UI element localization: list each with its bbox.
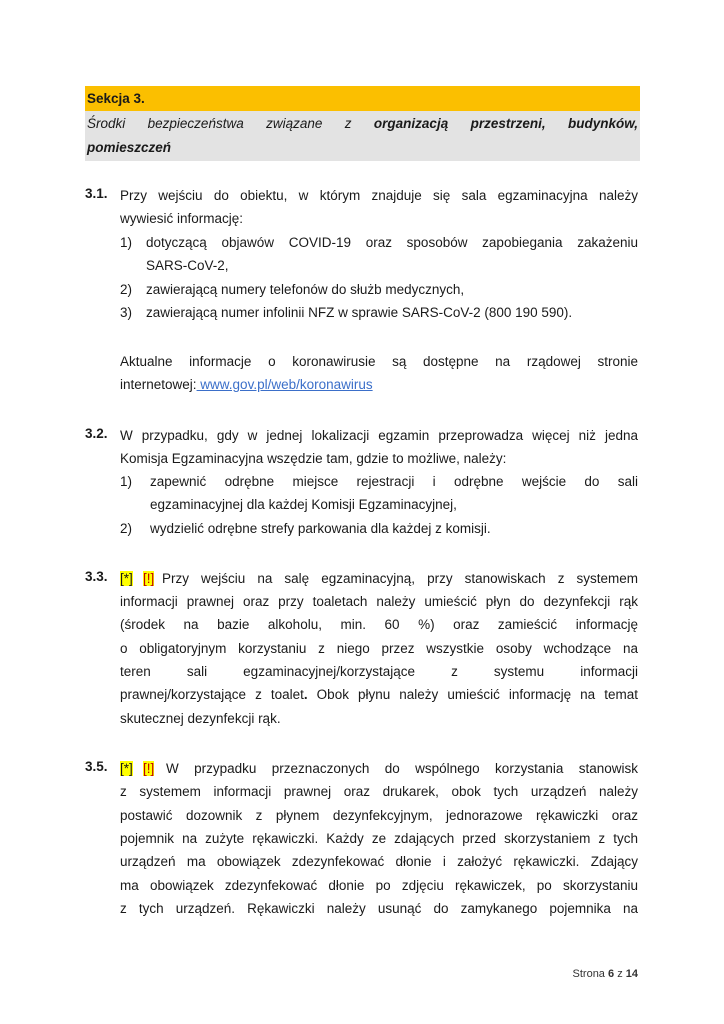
p35-line-5: urządzeń ma obowiązek zdezynfekować dłonie i założyć rękawiczki. Zdający xyxy=(120,854,638,869)
tag-exclaim: [!] xyxy=(143,571,155,586)
p31-item-1-number: 1) xyxy=(120,235,133,250)
p33-line-4: o obligatoryjnym korzystaniu z niego przez wszystkie osoby wchodzące na xyxy=(120,641,638,656)
section-header xyxy=(85,86,640,111)
p35-line-4: pojemnik na zużyte rękawiczki. Każdy ze zdających przed skorzystaniem z tych xyxy=(120,831,638,846)
p31-line-2: wywiesić informację: xyxy=(120,211,244,226)
p31-item-3-number: 3) xyxy=(120,305,133,320)
p35-line-2: z systemem informacji prawnej oraz drukarek, obok tych urządzeń należy xyxy=(120,784,638,799)
p32-line-1: W przypadku, gdy w jednej lokalizacji egzamin przeprowadza więcej niż jedna xyxy=(120,428,638,443)
section-subtitle-line2: pomieszczeń xyxy=(87,140,172,155)
p32-item-1-line-2: egzaminacyjnej dla każdej Komisji Egzaminacyjnej, xyxy=(150,497,457,512)
section-subtitle-line1 xyxy=(87,113,638,135)
paragraph-number-3-1: 3.1. xyxy=(85,186,108,201)
footer-page-number: 6 xyxy=(608,968,615,980)
page-footer xyxy=(573,968,638,980)
p33-line-2: informacji prawnej oraz przy toaletach należy umieścić płyn do dezynfekcji rąk xyxy=(120,594,638,609)
paragraph-number-3-5: 3.5. xyxy=(85,759,108,774)
p35-line-7: z tych urządzeń. Rękawiczki należy usunąć do zamykanego pojemnika na xyxy=(120,901,638,916)
p33-tag-exclaim xyxy=(143,569,154,589)
footer-label: Strona xyxy=(572,968,605,980)
section-title: Sekcja 3. xyxy=(87,91,145,106)
paragraph-number-3-2: 3.2. xyxy=(85,426,108,441)
info-label: internetowej: xyxy=(120,377,197,392)
p31-item-3: zawierającą numer infolinii NFZ w sprawie SARS-CoV-2 (800 190 590). xyxy=(146,305,573,320)
p35-line-1: W przypadku przeznaczonych do wspólnego korzystania stanowisk xyxy=(166,761,638,776)
tag-star: [*] xyxy=(120,761,133,776)
p31-info-line-2 xyxy=(120,375,373,395)
koronawirus-link[interactable]: www.gov.pl/web/koronawirus xyxy=(196,377,373,392)
p32-item-1-number: 1) xyxy=(120,474,133,489)
p31-item-1-line-1: dotyczącą objawów COVID-19 oraz sposobów zapobiegania zakażeniu xyxy=(146,235,638,250)
p33-line-6-dot: . xyxy=(303,687,308,702)
p31-item-1-line-2: SARS-CoV-2, xyxy=(146,258,229,273)
p32-item-1-line-1: zapewnić odrębne miejsce rejestracji i odrębne wejście do sali xyxy=(150,474,638,489)
subtitle-bold-text: organizacją przestrzeni, budynków, xyxy=(373,116,638,131)
p31-item-2-number: 2) xyxy=(120,282,133,297)
p33-line-6-text-a: prawnej/korzystające z toalet xyxy=(120,687,304,702)
p32-item-2: wydzielić odrębne strefy parkowania dla każdej z komisji. xyxy=(150,521,491,536)
footer-of: z xyxy=(617,968,623,980)
tag-star: [*] xyxy=(120,571,133,586)
p31-line-1: Przy wejściu do obiektu, w którym znajduje się sala egzaminacyjna należy xyxy=(120,188,638,203)
tag-exclaim: [!] xyxy=(143,761,155,776)
p33-tag-star xyxy=(120,569,133,589)
p35-tag-star xyxy=(120,759,133,779)
p33-line-7: skutecznej dezynfekcji rąk. xyxy=(120,711,281,726)
p33-line-3: (środek na bazie alkoholu, min. 60 %) oraz zamieścić informację xyxy=(120,617,638,632)
p35-line-3: postawić dozownik z płynem dezynfekcyjnym, jednorazowe rękawiczki oraz xyxy=(120,808,638,823)
p33-line-6 xyxy=(120,685,638,705)
p35-line-6: ma obowiązek zdezynfekować dłonie po zdjęciu rękawiczek, po skorzystaniu xyxy=(120,878,638,893)
footer-total-pages: 14 xyxy=(625,968,638,980)
subtitle-text: Środki bezpieczeństwa związane z xyxy=(87,116,374,131)
p32-item-2-number: 2) xyxy=(120,521,133,536)
p35-tag-exclaim xyxy=(143,759,154,779)
section-subtitle xyxy=(85,111,640,161)
p33-line-6-text-b: Obok płynu należy umieścić informację na temat xyxy=(307,687,638,702)
p31-info-line-1: Aktualne informacje o koronawirusie są dostępne na rządowej stronie xyxy=(120,354,638,369)
p33-line-5: teren sali egzaminacyjnej/korzystające z systemu informacji xyxy=(120,664,638,679)
p31-item-2: zawierającą numery telefonów do służb medycznych, xyxy=(146,282,465,297)
p33-line-1: Przy wejściu na salę egzaminacyjną, przy stanowiskach z systemem xyxy=(162,571,638,586)
paragraph-number-3-3: 3.3. xyxy=(85,569,108,584)
p32-line-2: Komisja Egzaminacyjna wszędzie tam, gdzie to możliwe, należy: xyxy=(120,451,507,466)
